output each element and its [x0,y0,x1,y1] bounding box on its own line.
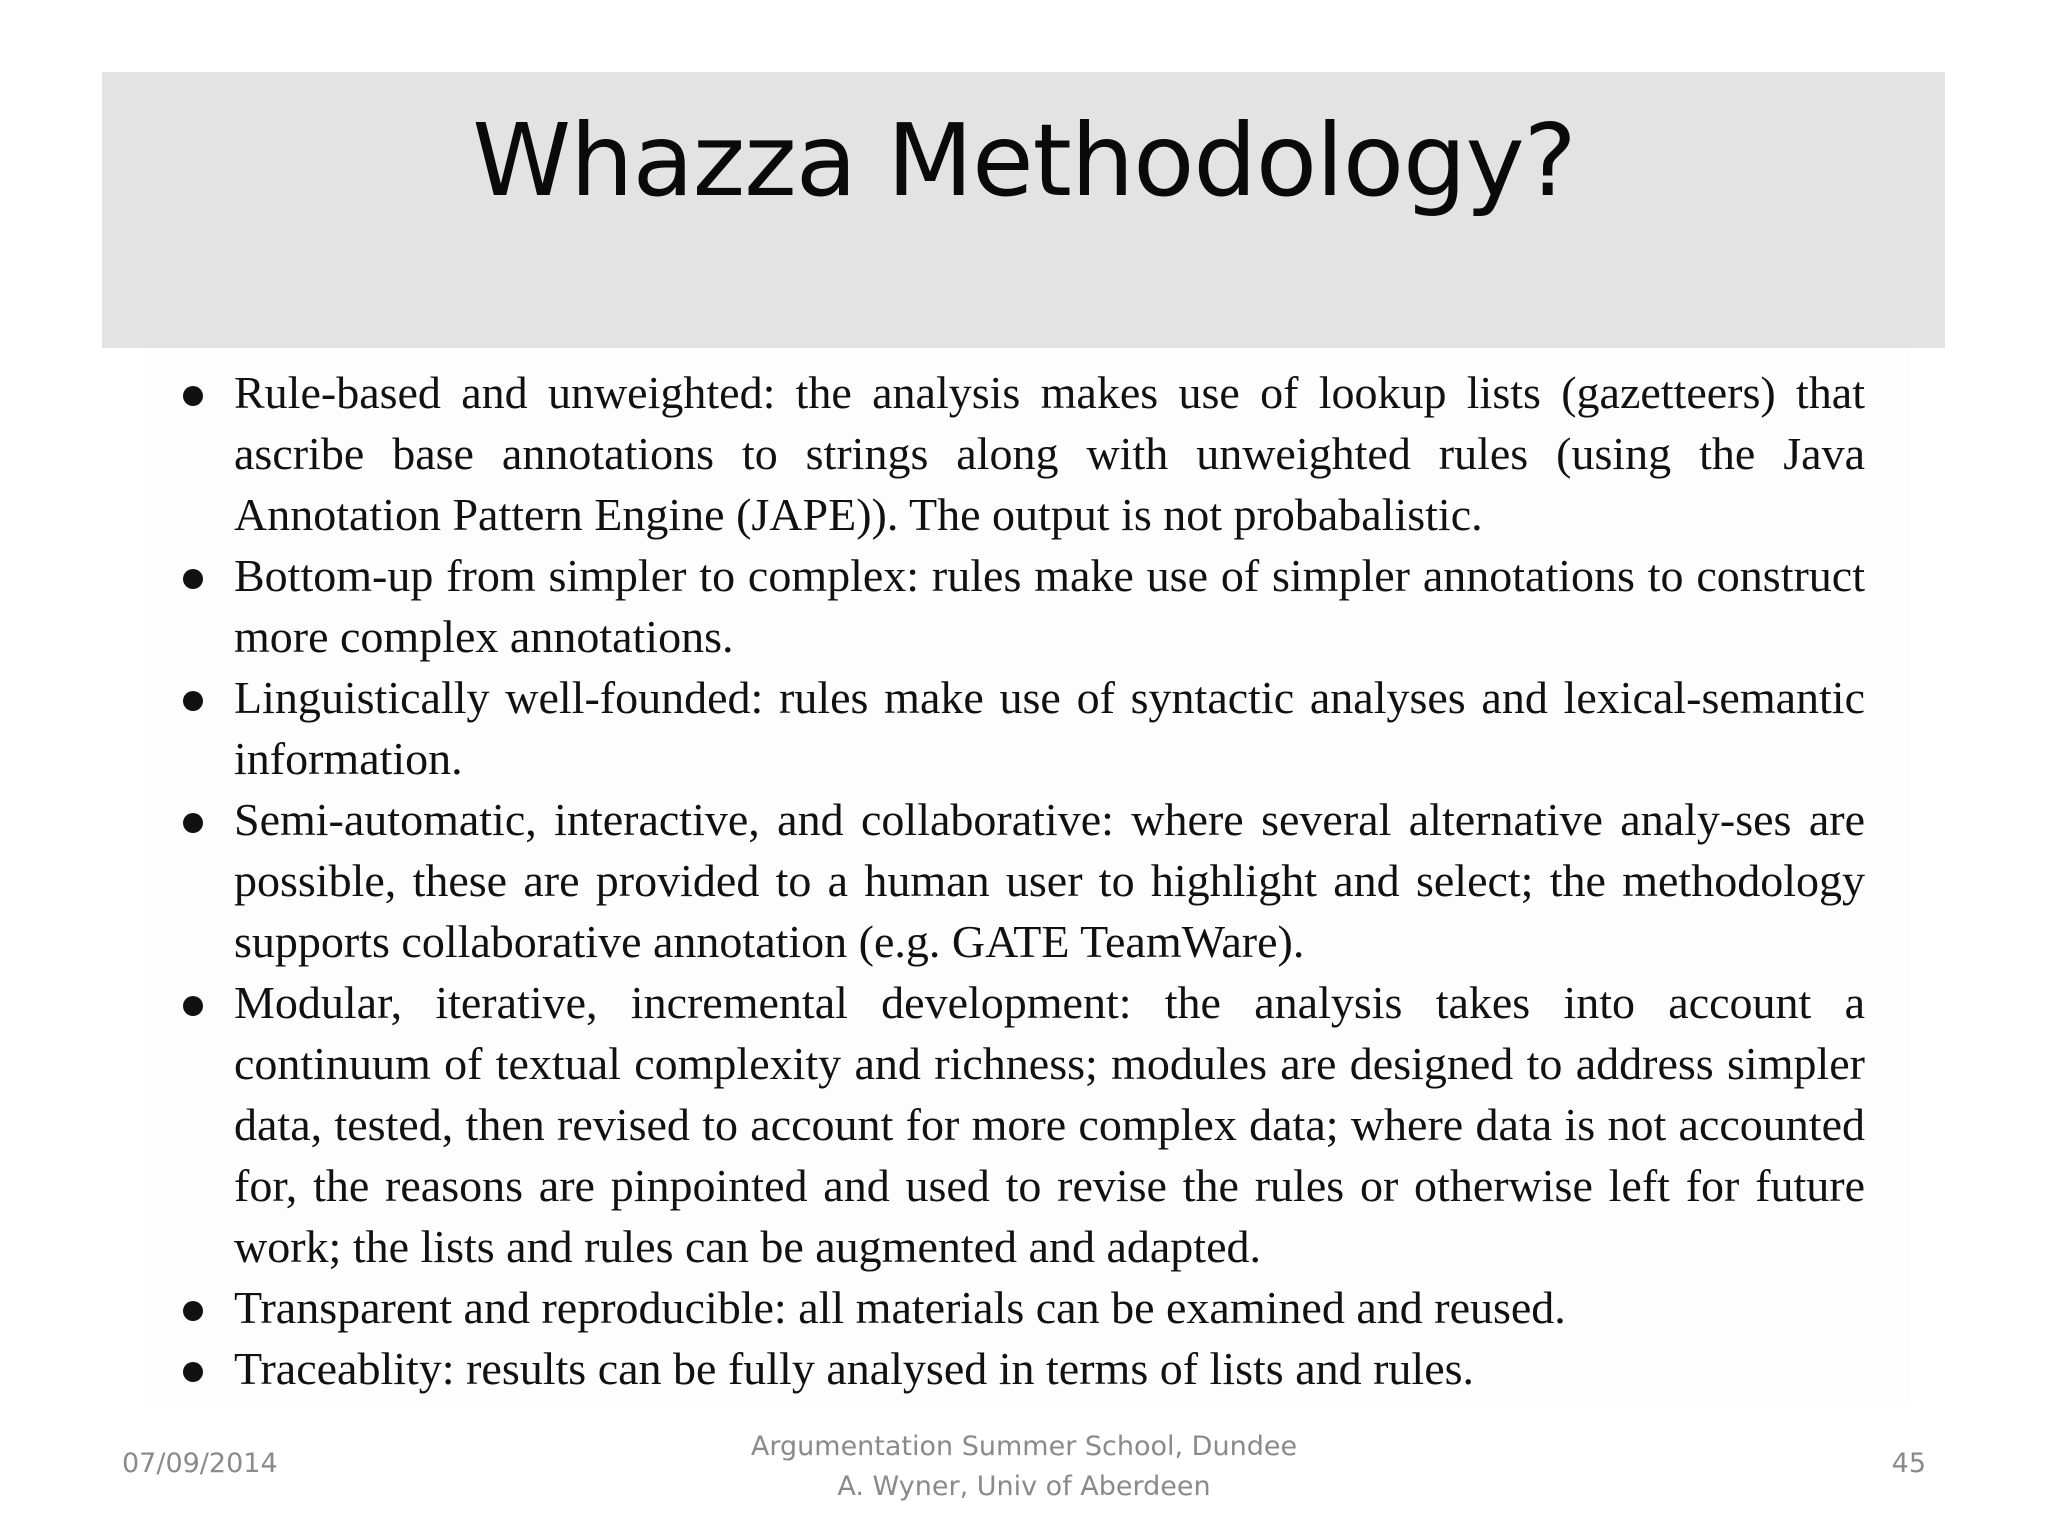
bullet-text: Linguistically well-founded: rules make use of syntactic analyses and lexical-semantic information. [234,672,1865,784]
bullet-icon [183,1362,203,1382]
bullet-item-linguistic [180,667,1865,789]
footer-date: 07/09/2014 [122,1448,278,1479]
bullet-item-semi-automatic [180,789,1865,972]
bullet-icon [183,996,203,1016]
bullet-text: Rule-based and unweighted: the analysis makes use of lookup lists (gazetteers) that ascribe base annotations to strings along with unweighted rules (using the Java Annotation Pattern Engine (JAPE)). The output is not probabalistic. [234,367,1865,540]
footer-event [624,1427,1424,1507]
bullet-icon [183,569,203,589]
footer-author-line: A. Wyner, Univ of Aberdeen [837,1471,1211,1502]
bullet-text: Traceablity: results can be fully analysed in terms of lists and rules. [234,1343,1475,1394]
bullet-icon [183,1301,203,1321]
bullet-text: Modular, iterative, incremental development: the analysis takes into account a continuum of textual complexity and richness; modules are designed to address simpler data, tested, then revised to account for more complex data; where data is not accounted for, the reasons are pinpointed and used to revise the rules or otherwise left for future work; the lists and rules can be augmented and adapted. [234,977,1865,1272]
bullet-icon [183,691,203,711]
bullet-icon [183,386,203,406]
bullet-item-transparent [180,1277,1865,1338]
bullet-item-modular [180,972,1865,1277]
slide-title: Whazza Methodology? [472,102,1576,219]
bullet-item-bottom-up [180,545,1865,667]
bullet-item-rule-based [180,362,1865,545]
bullet-item-traceability [180,1338,1865,1399]
bullet-icon [183,813,203,833]
bullet-list [180,362,1865,1399]
footer-event-line: Argumentation Summer School, Dundee [750,1431,1298,1462]
bullet-text: Bottom-up from simpler to complex: rules make use of simpler annotations to construct more complex annotations. [234,550,1865,662]
page-number: 45 [1891,1448,1926,1479]
bullet-text: Semi-automatic, interactive, and collaborative: where several alternative analy-ses are possible, these are provided to a human user to highlight and select; the methodology supports collaborative annotation (e.g. GATE TeamWare). [234,794,1865,967]
bullet-text: Transparent and reproducible: all materials can be examined and reused. [234,1282,1566,1333]
